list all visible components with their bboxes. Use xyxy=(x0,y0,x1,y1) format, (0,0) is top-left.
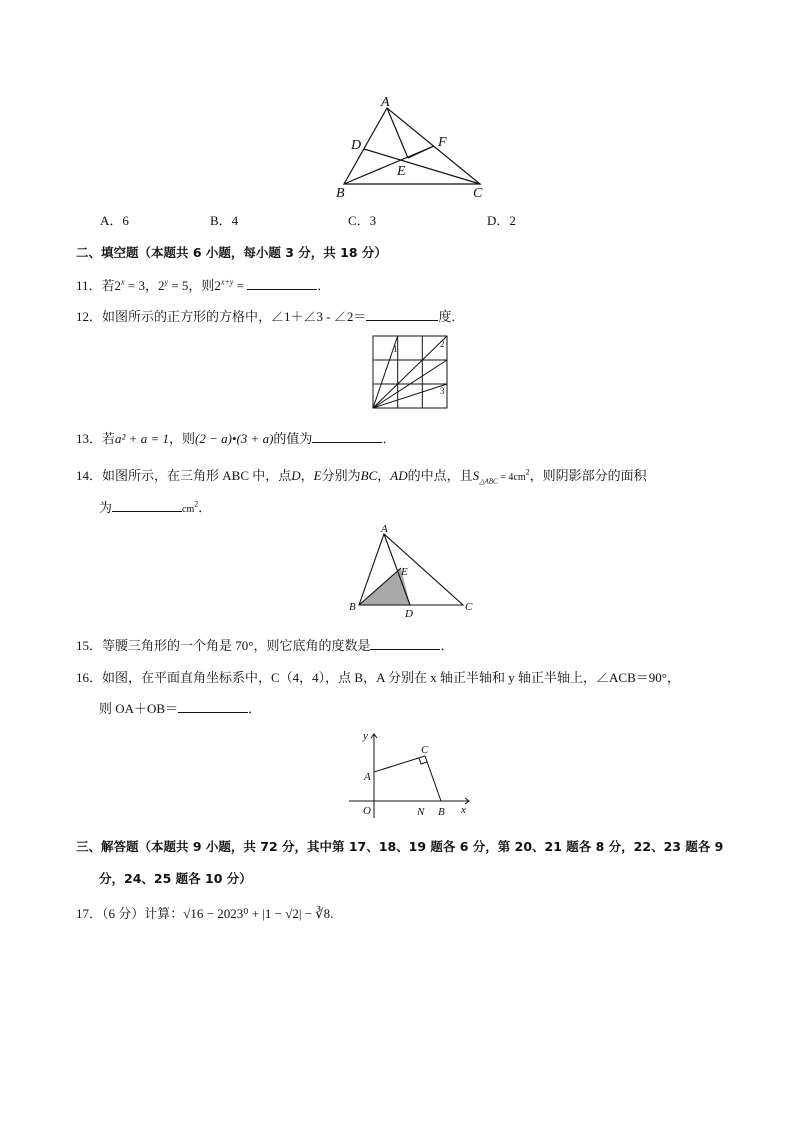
q11-post: ． xyxy=(317,278,331,293)
q15-post: ． xyxy=(440,638,454,653)
option-a: A．6 xyxy=(100,213,129,228)
q14-answer-blank[interactable] xyxy=(112,499,182,512)
q11-base1: 2 xyxy=(114,278,122,293)
q11 xyxy=(76,275,330,294)
q16-text1: 如图，在平面直角坐标系中，C（4，4），点 B，A 分别在 x 轴正半轴和 y 轴正半轴上，∠ACB＝90°， xyxy=(102,670,680,685)
q14-e: E xyxy=(313,468,322,483)
q13-answer-blank[interactable] xyxy=(312,430,382,443)
q11-eq2: = 5，则 xyxy=(168,278,215,293)
label-E: E xyxy=(397,164,406,179)
q12-number: 12． xyxy=(76,309,103,324)
q11-pre: 若 xyxy=(101,278,115,293)
label-F: F xyxy=(438,135,447,150)
q14-ad: AD xyxy=(390,468,408,483)
q14-area-sup: 2 xyxy=(525,467,530,477)
option-d: D．2 xyxy=(487,213,516,228)
q16-label-O: O xyxy=(363,805,371,817)
q12-grid-figure xyxy=(371,334,449,410)
q12-answer-blank[interactable] xyxy=(366,308,438,321)
q17-score: （6 分）计算： xyxy=(102,906,184,921)
q12-post: 度． xyxy=(438,309,465,324)
q14-label-A: A xyxy=(381,523,388,535)
q16-post: ． xyxy=(248,701,262,716)
label-D: D xyxy=(351,138,362,153)
q13 xyxy=(76,428,395,447)
q14-text1: 如图所示，在三角形 ABC 中，点 xyxy=(102,468,292,483)
q10-triangle-figure xyxy=(330,96,500,204)
q14-bc: BC xyxy=(360,468,378,483)
q11-eq3: = xyxy=(233,278,248,293)
q14-number: 14． xyxy=(76,468,103,483)
q14-label-D: D xyxy=(405,608,413,620)
q16-label-B: B xyxy=(438,806,445,818)
q15-number: 15． xyxy=(76,638,103,653)
q16-label-N: N xyxy=(417,806,425,818)
q14-text4: ，则阴影部分的面积 xyxy=(529,468,647,483)
q14-d: D xyxy=(291,468,301,483)
q16-axis-x: x xyxy=(461,804,466,816)
q14-label-B: B xyxy=(349,601,356,613)
q13-pre: 若 xyxy=(102,431,116,446)
q13-expression: (2 − a)•(3 + a) xyxy=(195,431,274,446)
q14-sep2: ， xyxy=(377,468,391,483)
q16-line2 xyxy=(99,698,261,717)
q11-base3: 2 xyxy=(214,278,221,293)
q15-text: 等腰三角形的一个角是 70°，则它底角的度数是 xyxy=(102,638,371,653)
label-C: C xyxy=(473,186,483,201)
q14-text3: 的中点，且 xyxy=(407,468,473,483)
label-B: B xyxy=(336,186,345,201)
option-b: B．4 xyxy=(210,213,239,228)
q16-answer-blank[interactable] xyxy=(178,700,248,713)
q15-answer-blank[interactable] xyxy=(370,637,440,650)
q11-exp2: y xyxy=(164,277,169,287)
q16-text2: 则 OA＋OB＝ xyxy=(99,701,179,716)
grid-angle-3: 3 xyxy=(440,386,445,396)
q12-text: 如图所示的正方形的方格中，∠1＋∠3 - ∠2＝ xyxy=(102,309,367,324)
q17 xyxy=(76,903,333,922)
q13-condition: a² + a = 1 xyxy=(115,431,169,446)
q14-area-eq: = 4cm xyxy=(497,472,526,483)
q11-number: 11． xyxy=(76,278,102,293)
q14-triangle-figure xyxy=(346,524,476,620)
grid-angle-2: 2 xyxy=(440,339,445,349)
q11-exp1: x xyxy=(121,277,125,287)
q13-post: 的值为 xyxy=(273,431,313,446)
grid-angle-1: 1 xyxy=(393,344,398,354)
q14-unit: cm xyxy=(182,504,195,515)
option-c: C．3 xyxy=(348,213,377,228)
q14-unit-sup: 2 xyxy=(194,499,199,509)
q14-area-symbol: S xyxy=(472,468,480,483)
q16-coordinate-figure xyxy=(345,728,475,820)
q17-expression: √16 − 2023⁰ + |1 − √2| − ∛8. xyxy=(183,906,334,921)
q13-number: 13． xyxy=(76,431,103,446)
label-A: A xyxy=(381,95,390,110)
q15 xyxy=(76,635,453,654)
section3-heading-line2: 分，24、25 题各 10 分） xyxy=(99,871,252,886)
q17-number: 17． xyxy=(76,906,103,921)
q14-text5: 为 xyxy=(99,500,113,515)
q14-text2: 分别为 xyxy=(321,468,361,483)
q14-area-sub: △ABC xyxy=(479,477,498,486)
q14-label-C: C xyxy=(465,601,473,613)
q11-exp3: x+y xyxy=(220,277,234,287)
q14-sep1: ， xyxy=(300,468,314,483)
q13-mid: ，则 xyxy=(168,431,195,446)
q16-axis-y: y xyxy=(363,730,368,742)
q16-number: 16． xyxy=(76,670,103,685)
section2-heading: 二、填空题（本题共 6 小题，每小题 3 分，共 18 分） xyxy=(76,245,387,260)
q11-base2: 2 xyxy=(157,278,165,293)
q12 xyxy=(76,306,464,325)
section3-heading-line1: 三、解答题（本题共 9 小题，共 72 分，其中第 17、18、19 题各 6 分，第 20、21 题各 8 分，22、23 题各 9 xyxy=(76,839,724,854)
q14-line1 xyxy=(76,465,647,486)
q16-label-A: A xyxy=(364,771,371,783)
q14-text6: ． xyxy=(198,500,212,515)
q11-eq1: = 3， xyxy=(124,278,158,293)
q13-end: ． xyxy=(382,431,396,446)
q14-label-E: E xyxy=(401,566,408,578)
q14-line2 xyxy=(99,497,211,516)
q16-line1 xyxy=(76,667,680,686)
q11-answer-blank[interactable] xyxy=(247,277,317,290)
q16-label-C: C xyxy=(421,744,429,756)
